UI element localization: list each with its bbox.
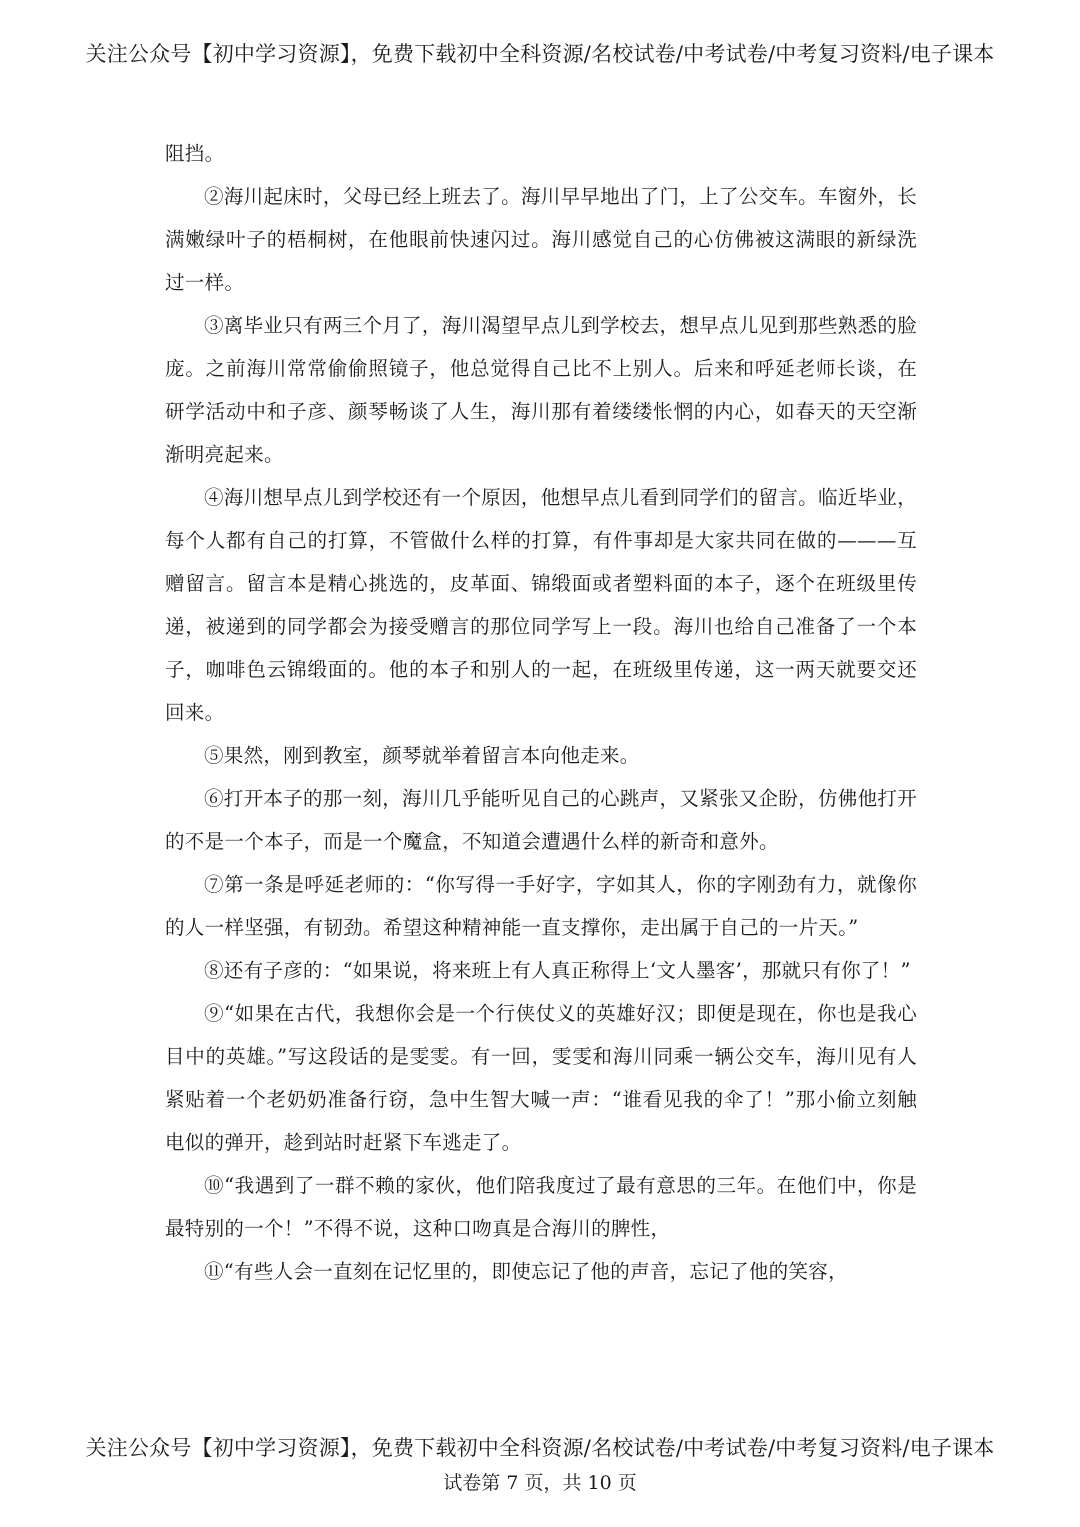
paragraph-4: ④海川想早点儿到学校还有一个原因，他想早点儿看到同学们的留言。临近毕业，每个人都有自己的打算，不管做什么样的打算，有件事却是大家共同在做的———互赠留言。留言本是精心挑选的，皮革面、锦缎面或者塑料面的本子，逐个在班级里传递，被递到的同学都会为接受赠言的那位同学写上一段。海川也给自己准备了一个本子，咖啡色云锦缎面的。他的本子和别人的一起，在班级里传递，这一两天就要交还回来。 xyxy=(165,486,917,724)
paragraph-9: ⑨“如果在古代，我想你会是一个行侠仗义的英雄好汉；即便是现在，你也是我心目中的英雄。”写这段话的是雯雯。有一回，雯雯和海川同乘一辆公交车，海川见有人紧贴着一个老奶奶准备行窃，急中生智大喊一声：“谁看见我的伞了！”那小偷立刻触电似的弹开，趁到站时赶紧下车逃走了。 xyxy=(165,1002,917,1154)
paragraph-11: ⑪“有些人会一直刻在记忆里的，即使忘记了他的声音，忘记了他的笑容， xyxy=(204,1260,848,1283)
paragraph-7: ⑦第一条是呼延老师的：“你写得一手好字，字如其人，你的字刚劲有力，就像你的人一样坚强，有韧劲。希望这种精神能一直支撑你，走出属于自己的一片天。” xyxy=(165,873,917,939)
paragraph-continuation: 阻挡。 xyxy=(165,142,225,165)
paragraph-5: ⑤果然，刚到教室，颜琴就举着留言本向他走来。 xyxy=(204,744,640,767)
paragraph-6: ⑥打开本子的那一刻，海川几乎能听见自己的心跳声，又紧张又企盼，仿佛他打开的不是一个本子，而是一个魔盒，不知道会遭遇什么样的新奇和意外。 xyxy=(165,787,917,853)
paragraph-3: ③离毕业只有两三个月了，海川渴望早点儿到学校去，想早点儿见到那些熟悉的脸庞。之前海川常常偷偷照镜子，他总觉得自己比不上别人。后来和呼延老师长谈，在研学活动中和子彦、颜琴畅谈了人生，海川那有着缕缕怅惘的内心，如春天的天空渐渐明亮起来。 xyxy=(165,314,917,466)
paragraph-2: ②海川起床时，父母已经上班去了。海川早早地出了门，上了公交车。车窗外，长满嫩绿叶子的梧桐树，在他眼前快速闪过。海川感觉自己的心仿佛被这满眼的新绿洗过一样。 xyxy=(165,185,917,294)
passage-body xyxy=(165,132,917,1293)
header-banner: 关注公众号【初中学习资源】，免费下载初中全科资源/名校试卷/中考试卷/中考复习资料/电子课本 xyxy=(85,42,995,66)
page-number: 试卷第 7 页，共 10 页 xyxy=(443,1472,637,1494)
footer-banner: 关注公众号【初中学习资源】，免费下载初中全科资源/名校试卷/中考试卷/中考复习资料/电子课本 xyxy=(85,1436,995,1460)
paragraph-8: ⑧还有子彦的：“如果说，将来班上有人真正称得上‘文人墨客’，那就只有你了！” xyxy=(204,959,911,982)
paragraph-10: ⑩“我遇到了一群不赖的家伙，他们陪我度过了最有意思的三年。在他们中，你是最特别的一个！”不得不说，这种口吻真是合海川的脾性， xyxy=(165,1174,917,1240)
